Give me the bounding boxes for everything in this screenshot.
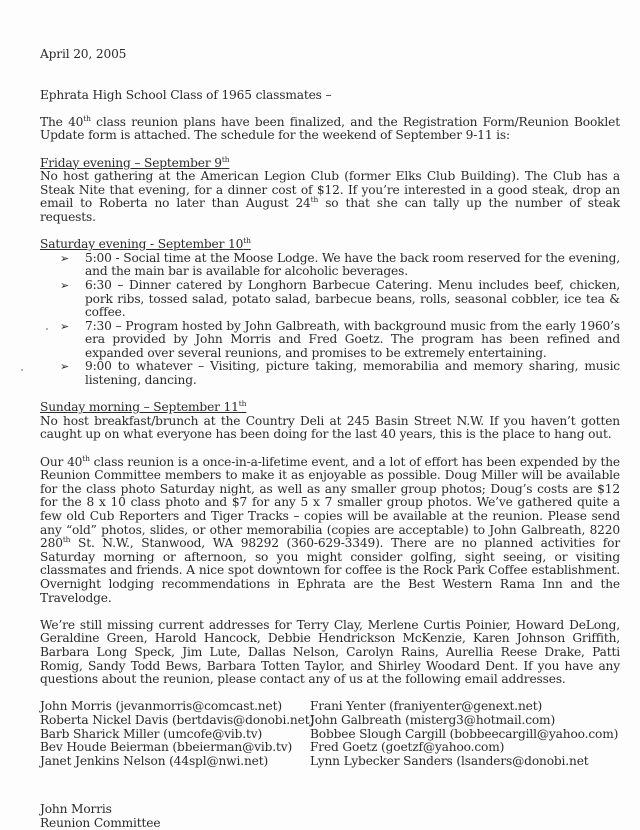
sunday-body: No host breakfast/brunch at the Country Deli at 245 Basin Street N.W. If you haven’t gotten caught up on what everyone has been doing for the last 40 years, this is the place to hang out. — [40, 413, 620, 442]
intro-paragraph: The 40th class reunion plans have been finalized, and the Registration Form/Reunion Booklet Update form is attached. The schedule for the weekend of September 9-11 is: — [40, 113, 620, 143]
saturday-heading: Saturday evening - September 10th — [40, 236, 251, 252]
contact-list — [40, 700, 620, 768]
contact-entry: Bev Houde Beierman (bbeierman@vib.tv) — [40, 740, 293, 755]
schedule-item: ➢ 5:00 - Social time at the Moose Lodge. We have the back room reserved for the evening, and the main bar is available for alcoholic beverages. — [60, 250, 620, 279]
salutation: Ephrata High School Class of 1965 classmates – — [40, 87, 332, 102]
contact-entry: John Galbreath (misterg3@hotmail.com) — [310, 712, 556, 727]
contact-entry: Fred Goetz (goetzf@yahoo.com) — [310, 740, 505, 755]
missing-addresses-paragraph: We’re still missing current addresses for Terry Clay, Merlene Curtis Poinier, Howard DeLong, Geraldine Green, Harold Hancock, Debbie Hendrickson McKenzie, Karen Johnson Griffith, Barbara Long Speck, Jim Lute, Dallas Nelson, Carolyn Rains, Aurellia Reese Drake, Patti Romig, Sandy Todd Bews, Barbara Totten Taylor, and Shirley Woodard Dent. If you have any questions about the reunion, please contact any of us at the following email addresses. — [40, 617, 620, 687]
arrow-bullet-icon: ➢ — [60, 319, 70, 333]
reunion-paragraph: Our 40th class reunion is a once-in-a-lifetime event, and a lot of effort has been expended by the Reunion Committee members to make it as enjoyable as possible. Doug Miller will be available for the class photo Saturday night, as well as any smaller group photos; Doug’s costs are $12 for the 8 x 10 class photo and $7 for any 5 x 7 smaller group photos. We’ve gathered quite a few old Cub Reporters and Tiger Tracks – copies will be available at the reunion. Please send any “old” photos, slides, or other memorabilia (copies are acceptable) to John Galbreath, 8220 280th St. N.W., Stanwood, WA 98292 (360-629-3349). There are no planned activities for Saturday morning or afternoon, so you might consider golfing, sight seeing, or visiting classmates and friends. A nice spot downtown for coffee is the Rock Park Coffee establishment. Overnight lodging recommendations in Ephrata are the Best Western Rama Inn and the Travelodge. — [40, 453, 620, 605]
contact-entry: Lynn Lybecker Sanders (lsanders@donobi.net — [310, 753, 589, 768]
letter — [40, 48, 620, 830]
schedule-item: ➢ 7:30 – Program hosted by John Galbreath, with background music from the early 1960’s era provided by John Morris and Fred Goetz. The program has been refined and expanded over several reunions, and promises to be extremely entertaining. — [60, 318, 620, 360]
contact-entry: Frani Yenter (franiyenter@genext.net) — [310, 699, 543, 714]
contact-entry: John Morris (jevanmorris@comcast.net) — [40, 699, 282, 714]
contact-entry: Roberta Nickel Davis (bertdavis@donobi.net) — [40, 712, 315, 727]
scan-speck — [21, 369, 23, 371]
letter-date: April 20, 2005 — [40, 47, 127, 61]
contact-column-left — [40, 699, 315, 768]
signature-name: John Morris — [40, 802, 112, 817]
contact-entry: Bobbee Slough Cargill (bobbeecargill@yahoo.com) — [310, 726, 619, 741]
friday-heading: Friday evening – September 9th — [40, 154, 230, 170]
contact-entry: Barb Sharick Miller (umcofe@vib.tv) — [40, 726, 263, 741]
sunday-heading: Sunday morning – September 11th — [40, 399, 247, 415]
saturday-schedule — [40, 252, 620, 388]
arrow-bullet-icon: ➢ — [60, 251, 70, 265]
contact-entry: Janet Jenkins Nelson (44spl@nwi.net) — [40, 753, 269, 768]
signature-title: Reunion Committee — [40, 815, 161, 830]
arrow-bullet-icon: ➢ — [60, 360, 70, 374]
friday-body: No host gathering at the American Legion Club (former Elks Club Building). The Club has a Steak Nite that evening, for a dinner cost of $12. If you’re interested in a good steak, drop an email to Roberta no later than August 24th so that she can tally up the number of steak requests. — [40, 169, 620, 224]
arrow-bullet-icon: ➢ — [60, 278, 70, 292]
schedule-item: ➢ 6:30 – Dinner catered by Longhorn Barbecue Catering. Menu includes beef, chicken, pork ribs, tossed salad, potato salad, barbecue beans, rolls, seasonal cobbler, ice tea & coffee. — [60, 277, 620, 320]
contact-column-right — [310, 700, 620, 768]
schedule-item: ➢ 9:00 to whatever – Visiting, picture taking, memorabilia and memory sharing, music listening, dancing. — [60, 359, 620, 388]
